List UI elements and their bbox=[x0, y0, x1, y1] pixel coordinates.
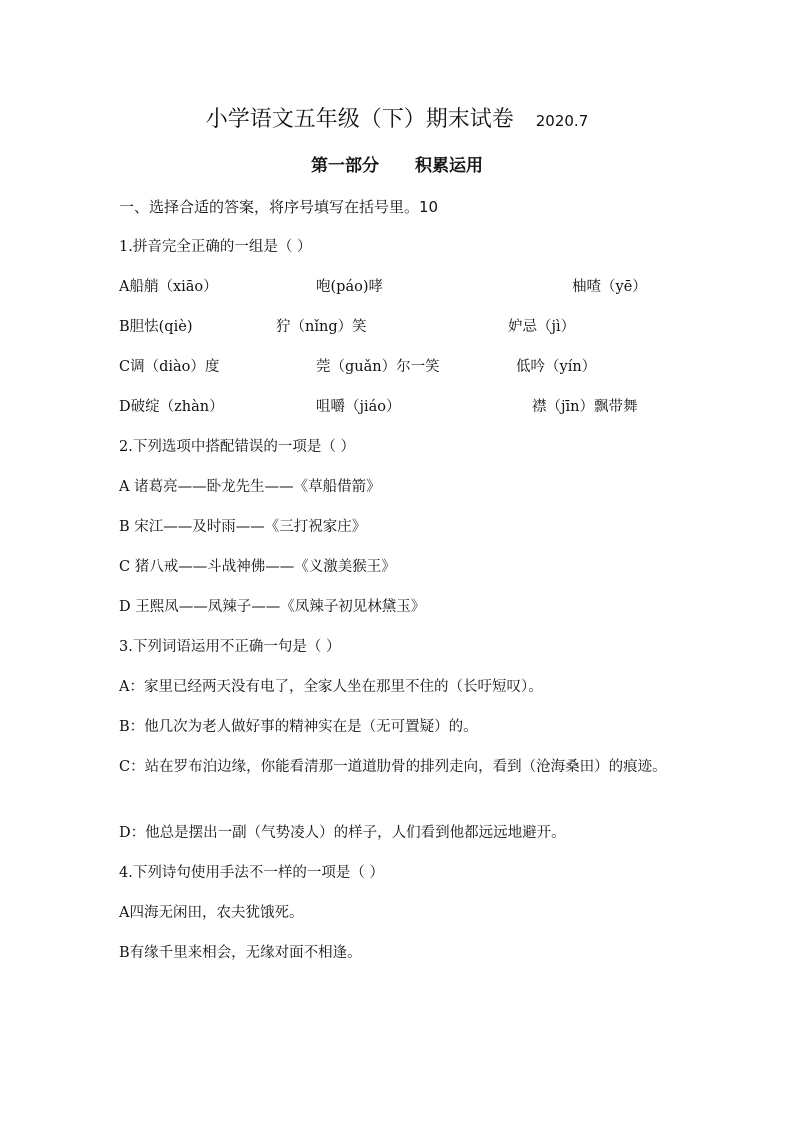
q1-option-c-1: C调（diào）度 bbox=[119, 359, 220, 375]
q2-stem: 2.下列选项中搭配错误的一项是（ ） bbox=[119, 439, 355, 455]
q3-option-a: A：家里已经两天没有电了，全家人坐在那里不住的（长吁短叹）。 bbox=[119, 679, 543, 695]
q1-option-a-2: 咆(páo)哮 bbox=[316, 279, 383, 295]
q3-option-d: D：他总是摆出一副（气势凌人）的样子，人们看到他都远远地避开。 bbox=[119, 825, 566, 841]
q3-option-b: B：他几次为老人做好事的精神实在是（无可置疑）的。 bbox=[119, 719, 478, 735]
q1-option-c-3: 低吟（yín） bbox=[516, 359, 597, 375]
q2-option-c: C 猪八戒——斗战神佛——《义激美猴王》 bbox=[119, 559, 396, 575]
q1-option-a-3: 柚喳（yē） bbox=[572, 279, 647, 295]
page-title bbox=[0, 106, 794, 135]
q2-option-a: A 诸葛亮——卧龙先生——《草船借箭》 bbox=[119, 479, 381, 495]
q1-option-a-1: A船艄（xiāo） bbox=[119, 279, 218, 295]
q1-option-b-3: 妒忌（jì） bbox=[508, 319, 576, 335]
q1-option-d-1: D破绽（zhàn） bbox=[119, 399, 224, 415]
q2-option-b: B 宋江——及时雨——《三打祝家庄》 bbox=[119, 519, 367, 535]
q1-option-d-2: 咀嚼（jiáo） bbox=[316, 399, 401, 415]
part-name: 积累运用 bbox=[415, 156, 483, 176]
q1-option-b-2: 狞（nǐng）笑 bbox=[276, 319, 367, 335]
part-heading bbox=[0, 154, 794, 178]
q4-option-a: A四海无闲田，农夫犹饿死。 bbox=[119, 905, 304, 921]
q4-option-b: B有缘千里来相会，无缘对面不相逢。 bbox=[119, 945, 362, 961]
q1-option-b-1: B胆怯(qiè) bbox=[119, 319, 193, 335]
q1-stem: 1.拼音完全正确的一组是（ ） bbox=[119, 239, 312, 255]
q3-stem: 3.下列词语运用不正确一句是（ ） bbox=[119, 639, 341, 655]
q1-option-c-2: 莞（guǎn）尔一笑 bbox=[316, 359, 440, 375]
q4-stem: 4.下列诗句使用手法不一样的一项是（ ） bbox=[119, 865, 384, 881]
q3-option-c: C：站在罗布泊边缘，你能看清那一道道肋骨的排列走向，看到（沧海桑田）的痕迹。 bbox=[119, 759, 667, 775]
q2-option-d: D 王熙凤——凤辣子——《凤辣子初见林黛玉》 bbox=[119, 599, 426, 615]
part-label: 第一部分 bbox=[311, 156, 379, 176]
exam-date: 2020.7 bbox=[535, 112, 589, 130]
q1-option-d-3: 襟（jīn）飘带舞 bbox=[532, 399, 638, 415]
title-text: 小学语文五年级（下）期末试卷 bbox=[205, 107, 514, 132]
section-heading: 一、选择合适的答案，将序号填写在括号里。10 bbox=[119, 198, 439, 216]
